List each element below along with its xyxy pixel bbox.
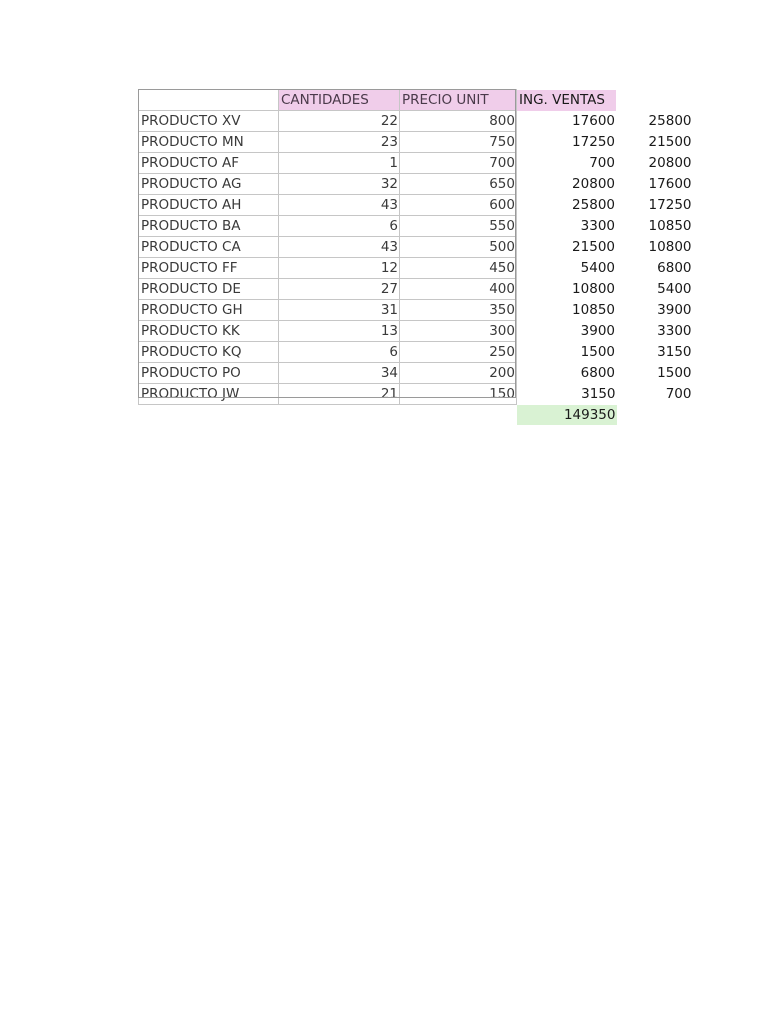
precio-cell[interactable]: 450 [400,258,517,279]
total-empty-cell-3[interactable] [400,405,517,425]
extra-value-cell[interactable]: 20800 [648,155,692,171]
extra-value-cell[interactable]: 21500 [648,134,692,150]
table-row [139,216,693,237]
producto-cell[interactable]: PRODUCTO JW [139,384,279,405]
precio-cell[interactable]: 400 [400,279,517,300]
precio-cell[interactable]: 250 [400,342,517,363]
cantidad-cell[interactable]: 31 [279,300,400,321]
producto-cell[interactable]: PRODUCTO PO [139,363,279,384]
producto-cell[interactable]: PRODUCTO AF [139,153,279,174]
extra-value-cell[interactable]: 1500 [657,365,692,381]
extra-value-cell[interactable]: 5400 [657,281,692,297]
table-row [139,111,693,132]
ventas-cell[interactable]: 21500 [572,239,615,255]
ventas-cell[interactable]: 3900 [580,323,615,339]
producto-cell[interactable]: PRODUCTO MN [139,132,279,153]
ventas-cell[interactable]: 17250 [572,134,615,150]
producto-cell[interactable]: PRODUCTO KK [139,321,279,342]
table-row [139,321,693,342]
total-ventas-cell[interactable]: 149350 [517,405,617,425]
precio-cell[interactable]: 550 [400,216,517,237]
precio-cell[interactable]: 350 [400,300,517,321]
ventas-cell[interactable]: 20800 [572,176,615,192]
total-empty-cell-2[interactable] [279,405,400,425]
sales-table [138,89,693,425]
producto-cell[interactable]: PRODUCTO AH [139,195,279,216]
producto-cell[interactable]: PRODUCTO CA [139,237,279,258]
extra-value-cell[interactable]: 17250 [648,197,692,213]
table-row [139,132,693,153]
cantidad-cell[interactable]: 6 [279,342,400,363]
extra-value-cell[interactable]: 3150 [657,344,692,360]
header-empty-cell[interactable] [617,90,693,111]
table-row [139,363,693,384]
sales-table-body [139,90,693,425]
ventas-cell[interactable]: 3300 [580,218,615,234]
cantidad-cell[interactable]: 32 [279,174,400,195]
cantidad-cell[interactable]: 43 [279,195,400,216]
cantidad-cell[interactable]: 43 [279,237,400,258]
total-row [139,405,693,425]
extra-value-cell[interactable]: 10850 [648,218,692,234]
cantidad-cell[interactable]: 21 [279,384,400,405]
header-ing-ventas[interactable]: ING. VENTAS [517,90,617,111]
producto-cell[interactable]: PRODUCTO BA [139,216,279,237]
header-cantidades[interactable]: CANTIDADES [279,90,400,111]
cantidad-cell[interactable]: 12 [279,258,400,279]
cantidad-cell[interactable]: 1 [279,153,400,174]
ventas-cell[interactable]: 10850 [572,302,615,318]
producto-cell[interactable]: PRODUCTO FF [139,258,279,279]
precio-cell[interactable]: 600 [400,195,517,216]
cantidad-cell[interactable]: 27 [279,279,400,300]
ventas-cell[interactable]: 6800 [580,365,615,381]
ventas-cell[interactable]: 10800 [572,281,615,297]
precio-cell[interactable]: 500 [400,237,517,258]
precio-cell[interactable]: 300 [400,321,517,342]
table-row [139,153,693,174]
extra-value-cell[interactable]: 25800 [648,113,692,129]
cantidad-cell[interactable]: 22 [279,111,400,132]
table-row [139,258,693,279]
producto-cell[interactable]: PRODUCTO GH [139,300,279,321]
ventas-cell[interactable]: 25800 [572,197,615,213]
cantidad-cell[interactable]: 13 [279,321,400,342]
table-row [139,237,693,258]
header-row [139,90,693,111]
ventas-cell[interactable]: 1500 [580,344,615,360]
precio-cell[interactable]: 750 [400,132,517,153]
spreadsheet-area [138,89,693,425]
cantidad-cell[interactable]: 6 [279,216,400,237]
extra-value-cell[interactable]: 3900 [657,302,692,318]
table-row [139,195,693,216]
producto-cell[interactable]: PRODUCTO AG [139,174,279,195]
total-empty-cell-1[interactable] [139,405,279,425]
extra-value-cell[interactable]: 10800 [648,239,692,255]
precio-cell[interactable]: 200 [400,363,517,384]
precio-cell[interactable]: 650 [400,174,517,195]
precio-cell[interactable]: 700 [400,153,517,174]
header-precio-unit[interactable]: PRECIO UNIT [400,90,517,111]
ventas-cell[interactable]: 17600 [572,113,615,129]
header-blank-cell[interactable] [139,90,279,111]
table-row [139,384,693,405]
table-row [139,300,693,321]
total-empty-cell-5[interactable] [617,405,693,425]
cantidad-cell[interactable]: 23 [279,132,400,153]
extra-value-cell[interactable]: 3300 [657,323,692,339]
extra-value-cell[interactable]: 17600 [648,176,692,192]
ventas-cell[interactable]: 700 [589,155,615,171]
cantidad-cell[interactable]: 34 [279,363,400,384]
precio-cell[interactable]: 150 [400,384,517,405]
table-row [139,342,693,363]
extra-value-cell[interactable]: 700 [665,386,692,402]
producto-cell[interactable]: PRODUCTO DE [139,279,279,300]
producto-cell[interactable]: PRODUCTO XV [139,111,279,132]
extra-value-cell[interactable]: 6800 [657,260,692,276]
table-row [139,174,693,195]
table-row [139,279,693,300]
producto-cell[interactable]: PRODUCTO KQ [139,342,279,363]
ventas-cell[interactable]: 5400 [580,260,615,276]
precio-cell[interactable]: 800 [400,111,517,132]
ventas-cell[interactable]: 3150 [581,386,616,402]
